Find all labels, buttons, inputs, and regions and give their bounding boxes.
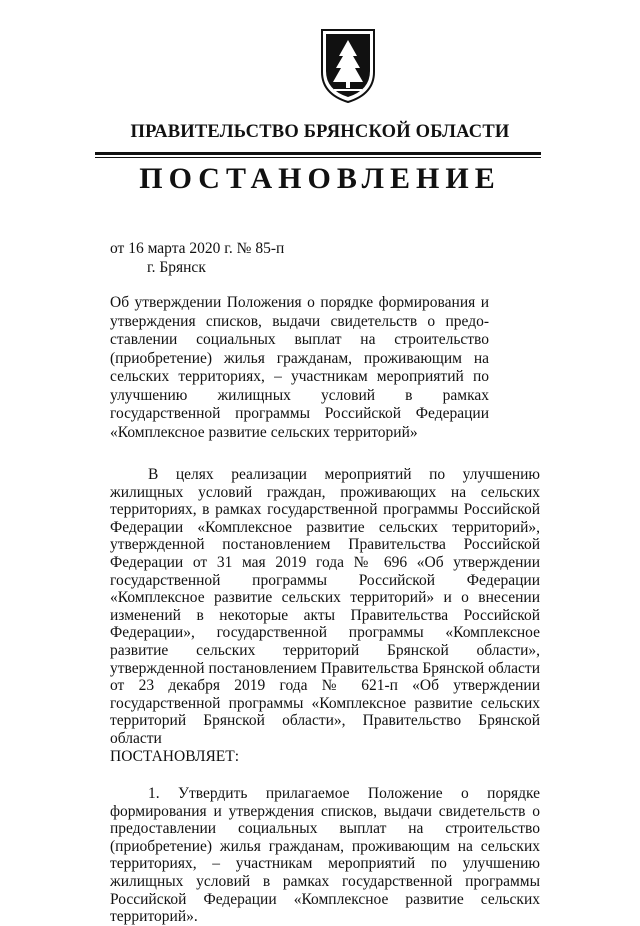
header-rule-thin [95,157,541,158]
document-city: г. Брянск [147,259,206,276]
preamble-paragraph: В целях реализации мероприятий по улучшению жилищных условий граждан, проживающих на сельских территориях, в рамках государственной программы Российской Федерации «Комплексное развитие сельских территорий», утвержденной постановлением Правительства Российской Федерации от 31 мая 2019 года № 696 «Об утверждении государственной программы Российской Федерации «Комплексное развитие сельских территорий» и о внесении изменений в некоторые акты Правительства Российской Федерации», государственной программы «Комплексное развитие сельских территорий Брянской области», утвержденной постановлением Правительства Брянской области от 23 декабря 2019 года № 621-п «Об утверждении государственной программы «Комплексное развитие сельских территорий Брянской области», Правительство Брянской области [110,466,540,747]
document-body [110,466,540,926]
header-rule-thick [95,152,541,155]
item-1-paragraph: 1. Утвердить прилагаемое Положение о порядке формирования и утверждения списков, выдачи свидетельств о предоставлении социальных выплат на строительство (приобретение) жилья гражданам, проживающим на сельских территориях, – участникам мероприятий по улучшению жилищных условий в рамках государственной программы Российской Федерации «Комплексное развитие сельских территорий». [110,785,540,926]
organization-name: ПРАВИТЕЛЬСТВО БРЯНСКОЙ ОБЛАСТИ [130,122,510,142]
resolves-heading: ПОСТАНОВЛЯЕТ: [110,747,240,765]
document-subject: Об утверждении Положения о порядке формирования и утверждения списков, выдачи свидетельств о предо-ставлении социальных выплат на строительство (приобретение) жилья гражданам, проживающим на сельских территориях, – участникам мероприятий по улучшению жилищных условий в рамках государственной программы Российской Федерации «Комплексное развитие сельских территорий» [110,294,489,441]
coat-of-arms-icon [320,28,376,104]
document-type: ПОСТАНОВЛЕНИЕ [139,162,501,195]
document-date-number: от 16 марта 2020 г. № 85-п [110,240,285,257]
